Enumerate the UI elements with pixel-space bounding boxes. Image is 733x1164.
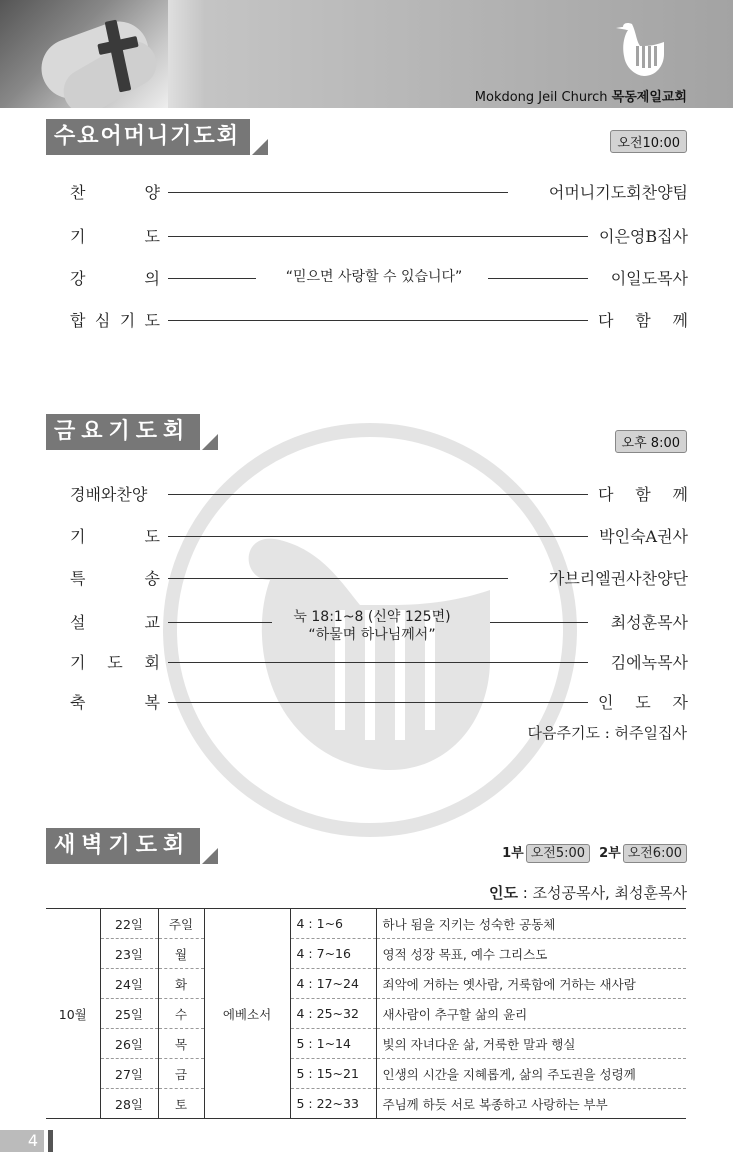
page-number: 4: [0, 1130, 44, 1152]
row-leader: 가브리엘권사찬양단: [548, 569, 688, 588]
part1-time: 오전5:00: [526, 844, 590, 863]
friday-section-title: [46, 414, 200, 450]
verse-cell: 5 : 15~21: [290, 1059, 376, 1089]
table-row: [46, 939, 686, 969]
topic-cell: 영적 성장 목표, 예수 그리스도: [376, 939, 686, 969]
row-leader: 다 함 께: [598, 485, 688, 504]
row-label: 찬 양: [70, 183, 160, 202]
table-row: [46, 909, 686, 939]
row-label: 강 의: [70, 269, 160, 288]
church-name: [475, 86, 687, 105]
row-leader: 어머니기도회찬양팀: [548, 183, 688, 202]
page-number-bar: [48, 1130, 53, 1152]
day-cell: 27일: [100, 1059, 158, 1089]
topic-cell: 하나 됨을 지키는 성숙한 공동체: [376, 909, 686, 939]
wednesday-section-title: [46, 119, 250, 155]
row-label: 경배와찬양: [70, 485, 148, 504]
church-name-en: Mokdong Jeil Church: [474, 90, 608, 105]
weekday-cell: 토: [158, 1089, 204, 1119]
verse-cell: 4 : 17~24: [290, 969, 376, 999]
weekday-cell: 주일: [158, 909, 204, 939]
dawn-section-title: [46, 828, 200, 864]
row-leader: 최성훈목사: [610, 613, 688, 632]
friday-row: [70, 482, 688, 506]
part1-label: 1부: [502, 846, 524, 861]
table-row: [46, 1059, 686, 1089]
lecture-title: “믿으면 사랑할 수 있습니다”: [285, 269, 463, 285]
dawn-schedule-table: [46, 908, 686, 1119]
weekday-cell: 목: [158, 1029, 204, 1059]
row-leader: 이은영B집사: [598, 227, 688, 246]
row-leader: 다 함 께: [598, 311, 688, 330]
leader-names: : 조성공목사, 최성훈목사: [517, 884, 687, 902]
friday-time-badge: 오후 8:00: [615, 430, 687, 453]
church-name-ko: 목동제일교회: [611, 90, 687, 105]
topic-cell: 주님께 하듯 서로 복종하고 사랑하는 부부: [376, 1089, 686, 1119]
dawn-title-text: 새벽기도회: [54, 833, 191, 858]
day-cell: 22일: [100, 909, 158, 939]
friday-row: [70, 566, 688, 590]
table-row: [46, 1029, 686, 1059]
row-leader: 박인숙A권사: [599, 527, 688, 546]
day-cell: 26일: [100, 1029, 158, 1059]
weekday-cell: 화: [158, 969, 204, 999]
topic-cell: 인생의 시간을 지혜롭게, 삶의 주도권을 성령께: [376, 1059, 686, 1089]
row-label: 합 심 기 도: [70, 311, 160, 330]
verse-cell: 4 : 7~16: [290, 939, 376, 969]
table-row: [46, 1089, 686, 1119]
verse-cell: 4 : 1~6: [290, 909, 376, 939]
weekday-cell: 수: [158, 999, 204, 1029]
day-cell: 23일: [100, 939, 158, 969]
row-leader: 이일도목사: [610, 269, 688, 288]
dawn-leader: [489, 882, 687, 903]
row-label: 기 도: [70, 227, 160, 246]
next-week-prayer: 다음주기도 : 허주일집사: [527, 724, 687, 742]
sermon-title: “하물며 하나님께서”: [308, 627, 436, 643]
weekday-cell: 금: [158, 1059, 204, 1089]
verse-cell: 5 : 1~14: [290, 1029, 376, 1059]
day-cell: 28일: [100, 1089, 158, 1119]
friday-row: [70, 606, 688, 646]
dawn-times: [502, 842, 687, 861]
verse-cell: 5 : 22~33: [290, 1089, 376, 1119]
day-cell: 24일: [100, 969, 158, 999]
sermon-scripture: 눅 18:1~8 (신약 125면): [293, 609, 451, 625]
wednesday-title-text: 수요어머니기도회: [54, 124, 241, 149]
day-cell: 25일: [100, 999, 158, 1029]
topic-cell: 빛의 자녀다운 삶, 거룩한 말과 행실: [376, 1029, 686, 1059]
friday-row: [70, 524, 688, 548]
praying-hands-photo: [0, 0, 168, 108]
wednesday-row: [70, 180, 688, 204]
part2-label: 2부: [599, 846, 621, 861]
row-label: 기 도: [70, 527, 160, 546]
wednesday-row: [70, 224, 688, 248]
part2-time: 오전6:00: [623, 844, 687, 863]
friday-title-text: 금요기도회: [54, 419, 191, 444]
wednesday-time-badge: 오전10:00: [610, 130, 687, 153]
leader-label: 인도: [488, 884, 518, 902]
wednesday-row: [70, 308, 688, 332]
row-label: 축 복: [70, 693, 160, 712]
friday-row: [70, 690, 688, 714]
harp-dove-logo-icon: [614, 16, 670, 78]
verse-cell: 4 : 25~32: [290, 999, 376, 1029]
row-label: 특 송: [70, 569, 160, 588]
row-label: 기 도 회: [70, 653, 160, 672]
topic-cell: 새사람이 추구할 삶의 윤리: [376, 999, 686, 1029]
friday-row: [70, 650, 688, 674]
month-cell: 10월: [46, 909, 100, 1119]
topic-cell: 죄악에 거하는 옛사람, 거룩함에 거하는 새사람: [376, 969, 686, 999]
weekday-cell: 월: [158, 939, 204, 969]
wednesday-row: [70, 266, 688, 290]
table-row: [46, 969, 686, 999]
row-leader: 인 도 자: [598, 693, 688, 712]
book-cell: 에베소서: [204, 909, 290, 1119]
row-leader: 김에녹목사: [610, 653, 688, 672]
table-row: [46, 999, 686, 1029]
row-label: 설 교: [70, 613, 160, 632]
